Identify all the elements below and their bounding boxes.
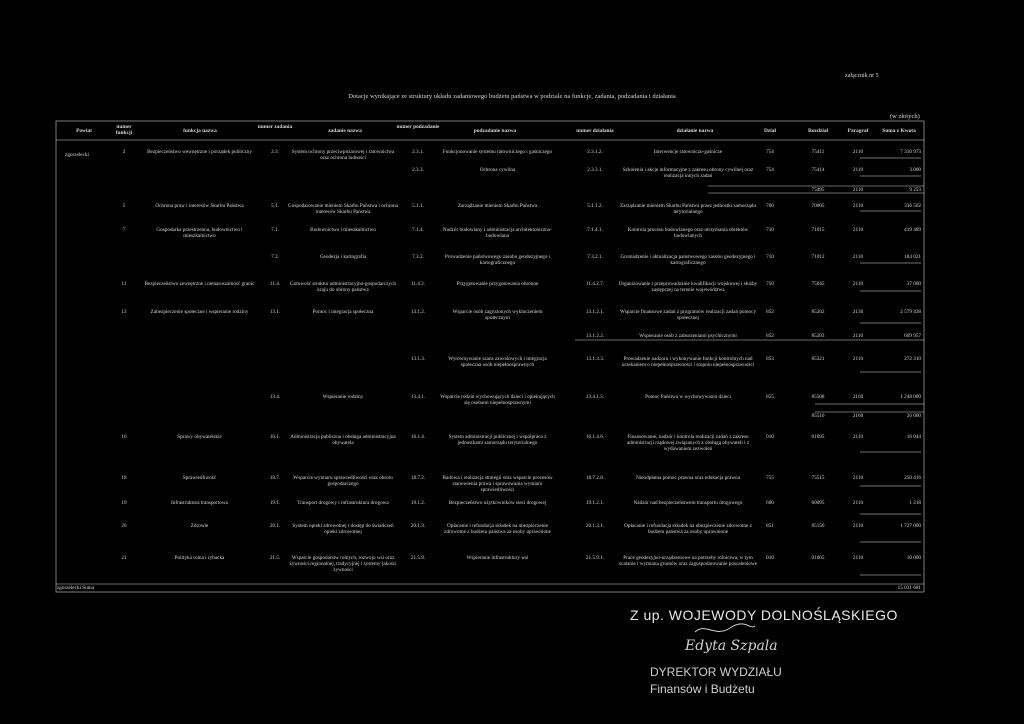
cell-kw: 37 000	[906, 281, 921, 287]
cell-pname: System administracji publicznej i współpraca z jednostkami samorządu terytorialnego	[448, 434, 547, 446]
cell-roz: 71012	[811, 254, 825, 260]
cell-roz: 01095	[811, 434, 825, 440]
cell-dname: Wsparcie finansowe zadań z programów realizacji zadań pomocy społecznej	[619, 309, 757, 321]
stamp-line-1: Z up. WOJEWODY DOLNOŚLĄSKIEGO	[630, 607, 898, 623]
cell-pname: Opłacanie i refundacja składek na ubezpieczenie zdrowotne z budżetu państwa za osoby uprawnione	[444, 523, 551, 535]
cell-kw: 336 562	[904, 203, 921, 209]
cell-dname: Zarządzanie mieniem Skarbu Państwa przez jednostki samorządu terytorialnego	[620, 203, 756, 215]
cell-pname: Przygotowanie przygotowania obronne	[456, 281, 539, 287]
header-suma: Suma z Kwota	[882, 128, 916, 134]
cell-kw: 1 248 000	[900, 394, 921, 400]
header-podzadanie-nr: numer podzadanie	[396, 124, 440, 130]
header-rozdzial: Rozdział	[807, 128, 829, 134]
cell-dn: 21.5.9.1.	[585, 555, 605, 561]
cell-dz: 754	[766, 149, 774, 155]
cell-fname: Gospodarka przestrzenna, budownictwo i mieszkalnictwo	[156, 227, 243, 239]
cell-fn: 2	[122, 149, 126, 155]
cell-pname: Prowadzenie państwowego zasobu geodezyjnego i kartograficznego	[444, 254, 551, 266]
cell-pn: 7.3.2.	[412, 254, 424, 260]
cell-kw: 10 000	[906, 555, 921, 561]
cell-roz: 75411	[811, 149, 825, 155]
cell-dn: 2.3.1.2.	[587, 149, 603, 155]
cell-zn: 16.1.	[269, 434, 281, 440]
powiat-name: zgorzelecki	[65, 152, 89, 158]
cell-roz: 85203	[811, 333, 825, 339]
cell-par: 2130	[852, 309, 864, 315]
header-funkcja-nazwa: funkcja nazwa	[183, 128, 217, 134]
cell-pn: 13.1.3.	[410, 356, 426, 362]
cell-kw: 272 310	[904, 356, 921, 362]
cell-fname: Sprawiedliwość	[182, 475, 217, 481]
cell-par: 2110	[852, 167, 864, 173]
unit-label: (w złotych)	[890, 113, 920, 120]
cell-roz: 70005	[811, 203, 825, 209]
cell-pn: 13.1.2.	[410, 309, 426, 315]
cell-zn: 5.1.	[271, 203, 279, 209]
cell-pn: 13.4.1.	[410, 394, 426, 400]
cell-par: 2110	[852, 187, 864, 193]
cell-dn: 11.4.2.7.	[586, 281, 604, 287]
cell-par: 2160	[852, 413, 864, 419]
header-zadanie-nr: numer zadania	[257, 124, 293, 130]
cell-fname: Zabezpieczenie społeczne i wspieranie rodziny	[150, 309, 249, 315]
cell-par: 2110	[852, 254, 864, 260]
cell-par: 2160	[852, 394, 864, 400]
cell-pn: 7.1.4.	[412, 227, 424, 233]
cell-zname: Gotowość struktur administracyjno-gospodarczych kraju do obrony państwa	[289, 281, 397, 293]
cell-kw: 250 416	[904, 475, 921, 481]
signature-mark	[690, 620, 760, 640]
cell-dz: 852	[766, 309, 774, 315]
cell-dn: 18.7.2.8.	[585, 475, 605, 481]
cell-dname: Gromadzenie i aktualizacja państwowego zasobu geodezyjnego i kartograficznego	[620, 254, 756, 266]
cell-roz: 75495	[811, 187, 825, 193]
cell-fn: 18	[121, 475, 127, 481]
cell-kw: 16 044	[906, 434, 921, 440]
cell-roz: 85508	[811, 394, 825, 400]
cell-zn: 19.1.	[269, 500, 281, 506]
cell-zname: System ochrony przeciwpożarowej i ratownictwa oraz ochrona ludności	[291, 149, 395, 161]
cell-fn: 20	[121, 523, 127, 529]
cell-kw: 609 957	[904, 333, 921, 339]
cell-roz: 75045	[811, 281, 825, 287]
cell-fn: 11	[121, 281, 127, 287]
cell-dz: 851	[766, 523, 774, 529]
cell-zn: 7.1.	[271, 227, 279, 233]
cell-fn: 5	[122, 203, 126, 209]
cell-roz: 85321	[811, 356, 825, 362]
header-paragraf: Paragraf	[847, 128, 869, 134]
cell-par: 2110	[852, 475, 864, 481]
cell-roz: 60095	[811, 500, 825, 506]
stamp-line-3: DYREKTOR WYDZIAŁU	[650, 665, 782, 679]
cell-kw: 1 218	[909, 500, 921, 506]
cell-pname: Wsparcie rodzin wychowujących dzieci i opiekujących się osobami niepełnosprawnymi	[440, 394, 555, 406]
cell-dz: 010	[766, 434, 774, 440]
cell-zn: 11.4.	[269, 281, 281, 287]
cell-par: 2110	[852, 149, 864, 155]
cell-pname: Wyrównywanie szans zawodowych i integracja społeczna osób niepełnosprawnych	[448, 356, 547, 368]
cell-zname: Gospodarowanie mieniem Skarbu Państwa i ochrona interesów Skarbu Państwa	[288, 203, 398, 215]
cell-zname: Wspieranie rodziny	[322, 394, 364, 400]
cell-par: 2110	[852, 555, 864, 561]
cell-dname: Pomoc Państwa w wychowywaniu dzieci	[645, 394, 731, 400]
cell-zname: Budownictwo i mieszkalnictwo	[310, 227, 376, 233]
cell-fn: 7	[122, 227, 126, 233]
cell-par: 2110	[852, 281, 864, 287]
header-dzialanie-nazwa: działanie nazwa	[676, 128, 714, 134]
cell-dz: 855	[766, 394, 774, 400]
cell-kw: 419 489	[904, 227, 921, 233]
cell-kw: 9 253	[909, 187, 921, 193]
cell-pname: Wspieranie infrastruktury wsi	[466, 555, 529, 561]
cell-fname: Polityka rolna i rybacka	[174, 555, 225, 561]
cell-roz: 01005	[811, 555, 825, 561]
cell-dz: 010	[766, 555, 774, 561]
cell-par: 2110	[852, 500, 864, 506]
cell-par: 2110	[852, 523, 864, 529]
cell-dn: 20.1.3.1.	[585, 523, 605, 529]
cell-dz: 754	[766, 167, 774, 173]
cell-pn: 21.5.9.	[410, 555, 426, 561]
cell-dname: Organizowanie i przeprowadzanie kwalifikacji wojskowej i służby zastępczej na terenie województwa	[618, 281, 758, 293]
cell-pname: Funkcjonowanie systemu ratowniczego i gaśniczego	[442, 149, 553, 155]
cell-par: 2110	[852, 203, 864, 209]
header-powiat: Powiat	[76, 128, 92, 134]
cell-zname: Wsparcie gospodarstw rolnych, rozwoju wsi oraz żywności regionalnej, tradycyjnej i systemy jakości żywności	[289, 555, 397, 573]
cell-dname: Interwencje ratowniczo-gaśnicze	[653, 149, 723, 155]
cell-kw: 1 727 000	[900, 523, 921, 529]
cell-dn: 7.3.2.1.	[587, 254, 603, 260]
cell-dn: 19.1.2.1.	[585, 500, 605, 506]
cell-fname: Bezpieczeństwo wewnętrzne i porządek publiczny	[147, 149, 252, 155]
header-funkcja-nr: numer funkcji	[115, 124, 133, 136]
cell-fn: 16	[121, 434, 127, 440]
cell-pn: 18.7.2.	[410, 475, 426, 481]
header-dzial: Dział	[764, 128, 776, 134]
cell-dn: 2.3.3.1.	[587, 167, 603, 173]
cell-kw: 2 579 438	[900, 309, 921, 315]
cell-dz: 710	[766, 227, 774, 233]
total-label: zgorzelecki Suma	[57, 585, 95, 591]
cell-dn: 13.4.1.5.	[585, 394, 605, 400]
cell-pn: 2.3.1.	[412, 149, 424, 155]
cell-fn: 21	[121, 555, 127, 561]
cell-dz: 755	[766, 475, 774, 481]
cell-dname: Finansowanie, nadzór i kontrola realizacji zadań z zakresu administracji rządowej związanych z obsługą obywateli i z wydawaniem zezwoleń	[626, 434, 750, 452]
cell-dz: 600	[766, 500, 774, 506]
cell-pname: Nadzór budowlany i administracja architektoniczno-budowlana	[442, 227, 553, 239]
cell-fn: 13	[121, 309, 127, 315]
cell-zn: 13.1.	[269, 309, 281, 315]
cell-par: 2110	[852, 227, 864, 233]
cell-par: 2110	[852, 333, 864, 339]
cell-par: 2110	[852, 434, 864, 440]
cell-dname: Wspieranie osób z zaburzeniami psychicznymi	[639, 333, 737, 339]
cell-dz: 853	[766, 356, 774, 362]
cell-roz: 85202	[811, 309, 825, 315]
cell-roz: 75414	[811, 167, 825, 173]
cell-fn: 19	[121, 500, 127, 506]
cell-dname: Opłacanie i refundacja składek na ubezpieczenie zdrowotne z budżetu państwa za osoby uprawnione	[624, 523, 752, 535]
cell-fname: Bezpieczeństwo zewnętrzne i nienaruszalność granic	[144, 281, 255, 287]
cell-dn: 13.1.3.3.	[585, 356, 605, 362]
cell-dn: 13.1.2.1.	[585, 309, 605, 315]
cell-fname: Sprawy obywatelskie	[177, 434, 222, 440]
cell-dname: Prowadzenie nadzoru i wykonywanie funkcji kontrolnych nad orzekaniem o niepełnosprawności i stopniu niepełnosprawności	[621, 356, 755, 368]
cell-pname: Zarządzanie mieniem Skarbu Państwa	[457, 203, 538, 209]
document-title: Dotacje wynikające ze struktury układu zadaniowego budżetu państwa w podziale na funkcje, zadania, podzadania i działania	[348, 93, 676, 100]
cell-pname: Bezpieczeństwo użytkowników sieci drogowej	[448, 500, 547, 506]
cell-zn: 2.3.	[271, 149, 279, 155]
cell-zn: 21.5.	[269, 555, 281, 561]
cell-kw: 184 021	[904, 254, 921, 260]
cell-dz: 710	[766, 254, 774, 260]
cell-dname: Nieodpłatna pomoc prawna oraz edukacja prawna	[636, 475, 740, 481]
stamp-line-4: Finansów i Budżetu	[650, 682, 755, 696]
cell-zn: 13.4.	[269, 394, 281, 400]
cell-par: 2110	[852, 356, 864, 362]
cell-kw: 7 310 973	[900, 149, 921, 155]
cell-dn: 5.1.1.2.	[587, 203, 603, 209]
cell-dz: 700	[766, 203, 774, 209]
cell-roz: 75515	[811, 475, 825, 481]
cell-pn: 16.1.4.	[410, 434, 426, 440]
cell-dn: 7.1.4.1.	[587, 227, 603, 233]
cell-pn: 2.3.3.	[412, 167, 424, 173]
cell-dn: 13.1.2.2.	[585, 333, 605, 339]
cell-dn: 16.1.4.6.	[585, 434, 605, 440]
cell-pn: 19.1.2.	[410, 500, 426, 506]
header-podzadanie-nazwa: podzadanie nazwa	[473, 128, 517, 134]
cell-kw: 26 000	[906, 413, 921, 419]
cell-zname: Wsparcie wymiaru sprawiedliwości oraz obrotu gospodarczego	[293, 475, 393, 487]
cell-zn: 7.3.	[271, 254, 279, 260]
cell-pname: Wsparcie osób zagrożonych wykluczeniem społecznym	[452, 309, 543, 321]
cell-kw: 3 000	[909, 167, 921, 173]
cell-zname: Pomoc i integracja społeczna	[312, 309, 374, 315]
cell-dz: 852	[766, 333, 774, 339]
stamp-line-2: Edyta Szpala	[685, 638, 778, 654]
cell-roz: 85510	[811, 413, 825, 419]
total-value: 15 031 681	[897, 585, 921, 591]
cell-fname: Infrastruktura transportowa	[171, 500, 228, 506]
header-dzialanie-nr: numer działania	[576, 128, 614, 134]
header-zadanie-nazwa: zadanie nazwa	[328, 128, 362, 134]
cell-dname: Szkolenia i akcje informacyjne z zakresu obrony cywilnej oraz realizacja innych zadań	[622, 167, 754, 179]
attachment-label: załącznik nr 5	[845, 73, 879, 79]
cell-dname: Nadzór nad bezpieczeństwem transportu drogowego	[633, 500, 743, 506]
cell-dz: 750	[766, 281, 774, 287]
cell-zn: 18.7.	[269, 475, 281, 481]
cell-zname: System opieki zdrowotnej i dostęp do świadczeń opieki zdrowotnej	[292, 523, 394, 535]
cell-fname: Zdrowie	[190, 523, 209, 529]
cell-dname: Prace geodezyjno-urządzeniowe na potrzeby rolnictwa, w tym scalanie i wymiana gruntów oraz zagospodarowanie poscaleniowe	[619, 555, 757, 567]
cell-pname: Ochrona cywilna	[479, 167, 516, 173]
cell-zname: Geodezja i kartografia	[319, 254, 367, 260]
cell-zname: Administracja publiczna i obsługa administracyjna obywatela	[290, 434, 396, 446]
cell-pname: Budowa i realizacja strategii oraz wsparcie procesów stanowienia prawa i sprawowania wymiaru sprawiedliwości	[442, 475, 553, 493]
cell-pn: 20.1.3.	[410, 523, 426, 529]
cell-zname: Transport drogowy i infrastruktura drogowa	[297, 500, 389, 506]
cell-pn: 5.1.1.	[412, 203, 424, 209]
cell-roz: 71015	[811, 227, 825, 233]
cell-pn: 11.4.2.	[410, 281, 426, 287]
cell-roz: 85156	[811, 523, 825, 529]
cell-zn: 20.1.	[269, 523, 281, 529]
cell-fname: Ochrona praw i interesów Skarbu Państwa	[155, 203, 244, 209]
cell-dname: Kontrola procesu budowlanego oraz utrzymania obiektów budowlanych	[627, 227, 749, 239]
